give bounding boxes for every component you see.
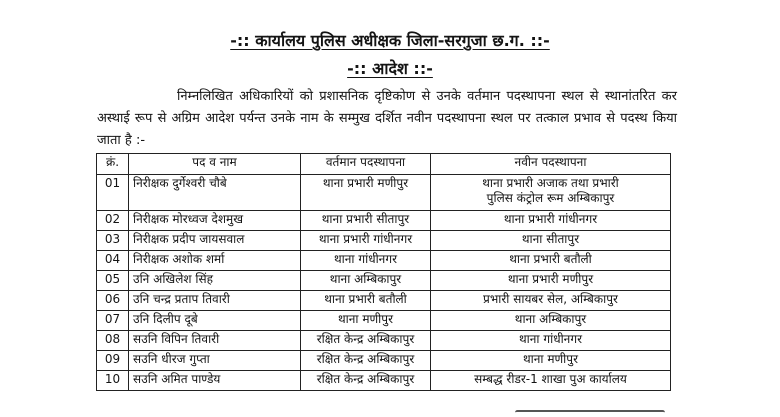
cell-post-name: सउनि अमित पाण्डेय [129,371,301,391]
table-row [97,311,671,331]
cell-current-posting: थाना प्रभारी सीतापुर [301,211,431,231]
table-row [97,231,671,251]
cell-new-posting: थाना अम्बिकापुर [431,311,671,331]
header-new-posting: नवीन पदस्थापना [431,154,671,175]
cell-new-posting: थाना प्रभारी बतौली [431,251,671,271]
cell-current-posting: रक्षित केन्द्र अम्बिकापुर [301,331,431,351]
cell-serial: 04 [97,251,129,271]
cell-post-name: निरीक्षक दुर्गेश्वरी चौबे [129,175,301,211]
table-row [97,371,671,391]
cell-post-name: निरीक्षक मोरध्वज देशमुख [129,211,301,231]
cell-current-posting: रक्षित केन्द्र अम्बिकापुर [301,371,431,391]
header-current-posting: वर्तमान पदस्थापना [301,154,431,175]
cell-current-posting: थाना प्रभारी बतौली [301,291,431,311]
cell-post-name: उनि चन्द्र प्रताप तिवारी [129,291,301,311]
cut-off-text-mark [515,410,665,415]
cell-serial: 10 [97,371,129,391]
cell-post-name: उनि अखिलेश सिंह [129,271,301,291]
cell-post-name: निरीक्षक अशोक शर्मा [129,251,301,271]
cell-new-posting: थाना सीतापुर [431,231,671,251]
office-title: -:: कार्यालय पुलिस अधीक्षक जिला-सरगुजा छ.ग. ::- [230,31,550,50]
cell-current-posting: थाना अम्बिकापुर [301,271,431,291]
order-heading: -:: आदेश ::- [347,59,433,78]
cell-current-posting: थाना मणीपुर [301,311,431,331]
cell-new-posting: थाना प्रभारी गांधीनगर [431,211,671,231]
transfer-table [96,153,671,391]
cell-post-name: सउनि धीरज गुप्ता [129,351,301,371]
cell-new-posting [431,175,671,211]
table-row [97,175,671,211]
cell-post-name: निरीक्षक प्रदीप जायसवाल [129,231,301,251]
header-post-name: पद व नाम [129,154,301,175]
cell-current-posting: रक्षित केन्द्र अम्बिकापुर [301,351,431,371]
cell-serial: 03 [97,231,129,251]
order-intro-paragraph: निम्नलिखित अधिकारियों को प्रशासनिक दृष्टिकोण से उनके वर्तमान पदस्थापना स्थल से स्थानांतरित कर अस्थाई रूप से अग्रिम आदेश पर्यन्त उनके नाम के सम्मुख दर्शित नवीन पदस्थापना स्थल पर तत्काल प्रभाव से पदस्थ किया जाता है :- [97,89,677,148]
table-row [97,271,671,291]
cell-new-posting: थाना गांधीनगर [431,331,671,351]
cell-current-posting: थाना प्रभारी गांधीनगर [301,231,431,251]
table-header-row [97,154,671,175]
cell-serial: 01 [97,175,129,211]
cell-new-posting-line2: पुलिस कंट्रोल रूम अम्बिकापुर [486,191,615,205]
table-row [97,331,671,351]
table-row [97,351,671,371]
cell-post-name: सउनि विपिन तिवारी [129,331,301,351]
table-row [97,251,671,271]
cell-new-posting: सम्बद्ध रीडर-1 शाखा पुअ कार्यालय [431,371,671,391]
cell-serial: 02 [97,211,129,231]
cell-new-posting: थाना मणीपुर [431,351,671,371]
cell-serial: 07 [97,311,129,331]
cell-serial: 08 [97,331,129,351]
table-row [97,211,671,231]
cell-current-posting: थाना गांधीनगर [301,251,431,271]
header-serial: क्रं. [97,154,129,175]
cell-serial: 05 [97,271,129,291]
cell-new-posting: थाना प्रभारी मणीपुर [431,271,671,291]
cell-serial: 09 [97,351,129,371]
table-row [97,291,671,311]
cell-post-name: उनि दिलीप दूबे [129,311,301,331]
cell-new-posting: प्रभारी सायबर सेल, अम्बिकापुर [431,291,671,311]
cell-new-posting-line1: थाना प्रभारी अजाक तथा प्रभारी [482,176,619,190]
cell-serial: 06 [97,291,129,311]
cell-current-posting: थाना प्रभारी मणीपुर [301,175,431,211]
